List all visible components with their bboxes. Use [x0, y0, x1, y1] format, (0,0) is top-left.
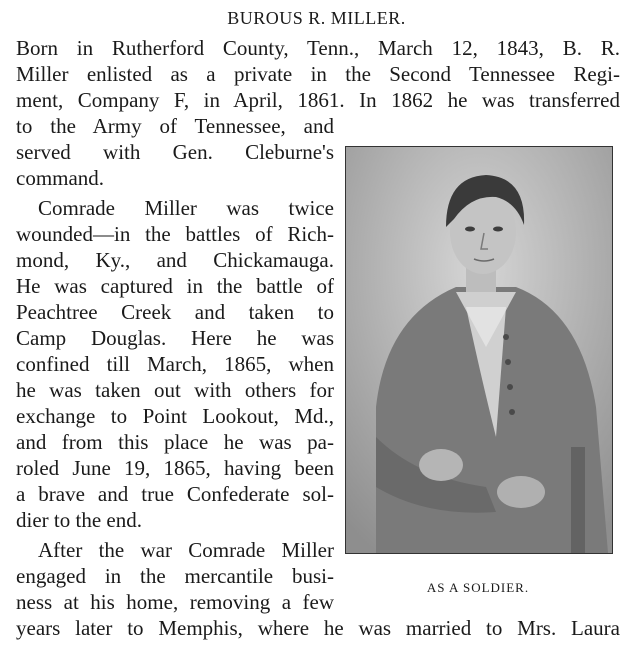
biography-heading: BUROUS R. MILLER.: [227, 8, 406, 28]
text-line: and from this place he was pa-: [16, 430, 334, 454]
text-line: mond, Ky., and Chickamauga.: [16, 248, 334, 272]
soldier-portrait-photo: [345, 146, 613, 554]
text-line: Comrade Miller was twice: [38, 196, 334, 220]
text-line: He was captured in the battle of: [16, 274, 334, 298]
text-line: served with Gen. Cleburne's: [16, 140, 334, 164]
text-line: Born in Rutherford County, Tenn., March 12, 1843, B. R.: [16, 36, 620, 60]
text-line: years later to Memphis, where he was married to Mrs. Laura: [16, 616, 620, 640]
text-line: he was taken out with others for: [16, 378, 334, 402]
text-line: Peachtree Creek and taken to: [16, 300, 334, 324]
text-line: engaged in the mercantile busi-: [16, 564, 334, 588]
text-line: command.: [16, 166, 105, 190]
text-line: Camp Douglas. Here he was: [16, 326, 334, 350]
text-line: a brave and true Confederate sol-: [16, 482, 334, 506]
text-line: ness at his home, removing a few: [16, 590, 334, 614]
text-line: to the Army of Tennessee, and: [16, 114, 334, 138]
text-line: wounded—in the battles of Rich-: [16, 222, 334, 246]
text-line: Miller enlisted as a private in the Second Tennessee Regi-: [16, 62, 620, 86]
text-line: After the war Comrade Miller: [38, 538, 334, 562]
text-line: ment, Company F, in April, 1861. In 1862 he was transferred: [16, 88, 620, 112]
text-line: confined till March, 1865, when: [16, 352, 334, 376]
text-line: roled June 19, 1865, having been: [16, 456, 334, 480]
portrait-illustration: [346, 147, 612, 553]
photo-caption: AS A SOLDIER.: [426, 580, 530, 595]
text-line: dier to the end.: [16, 508, 142, 532]
text-line: exchange to Point Lookout, Md.,: [16, 404, 334, 428]
